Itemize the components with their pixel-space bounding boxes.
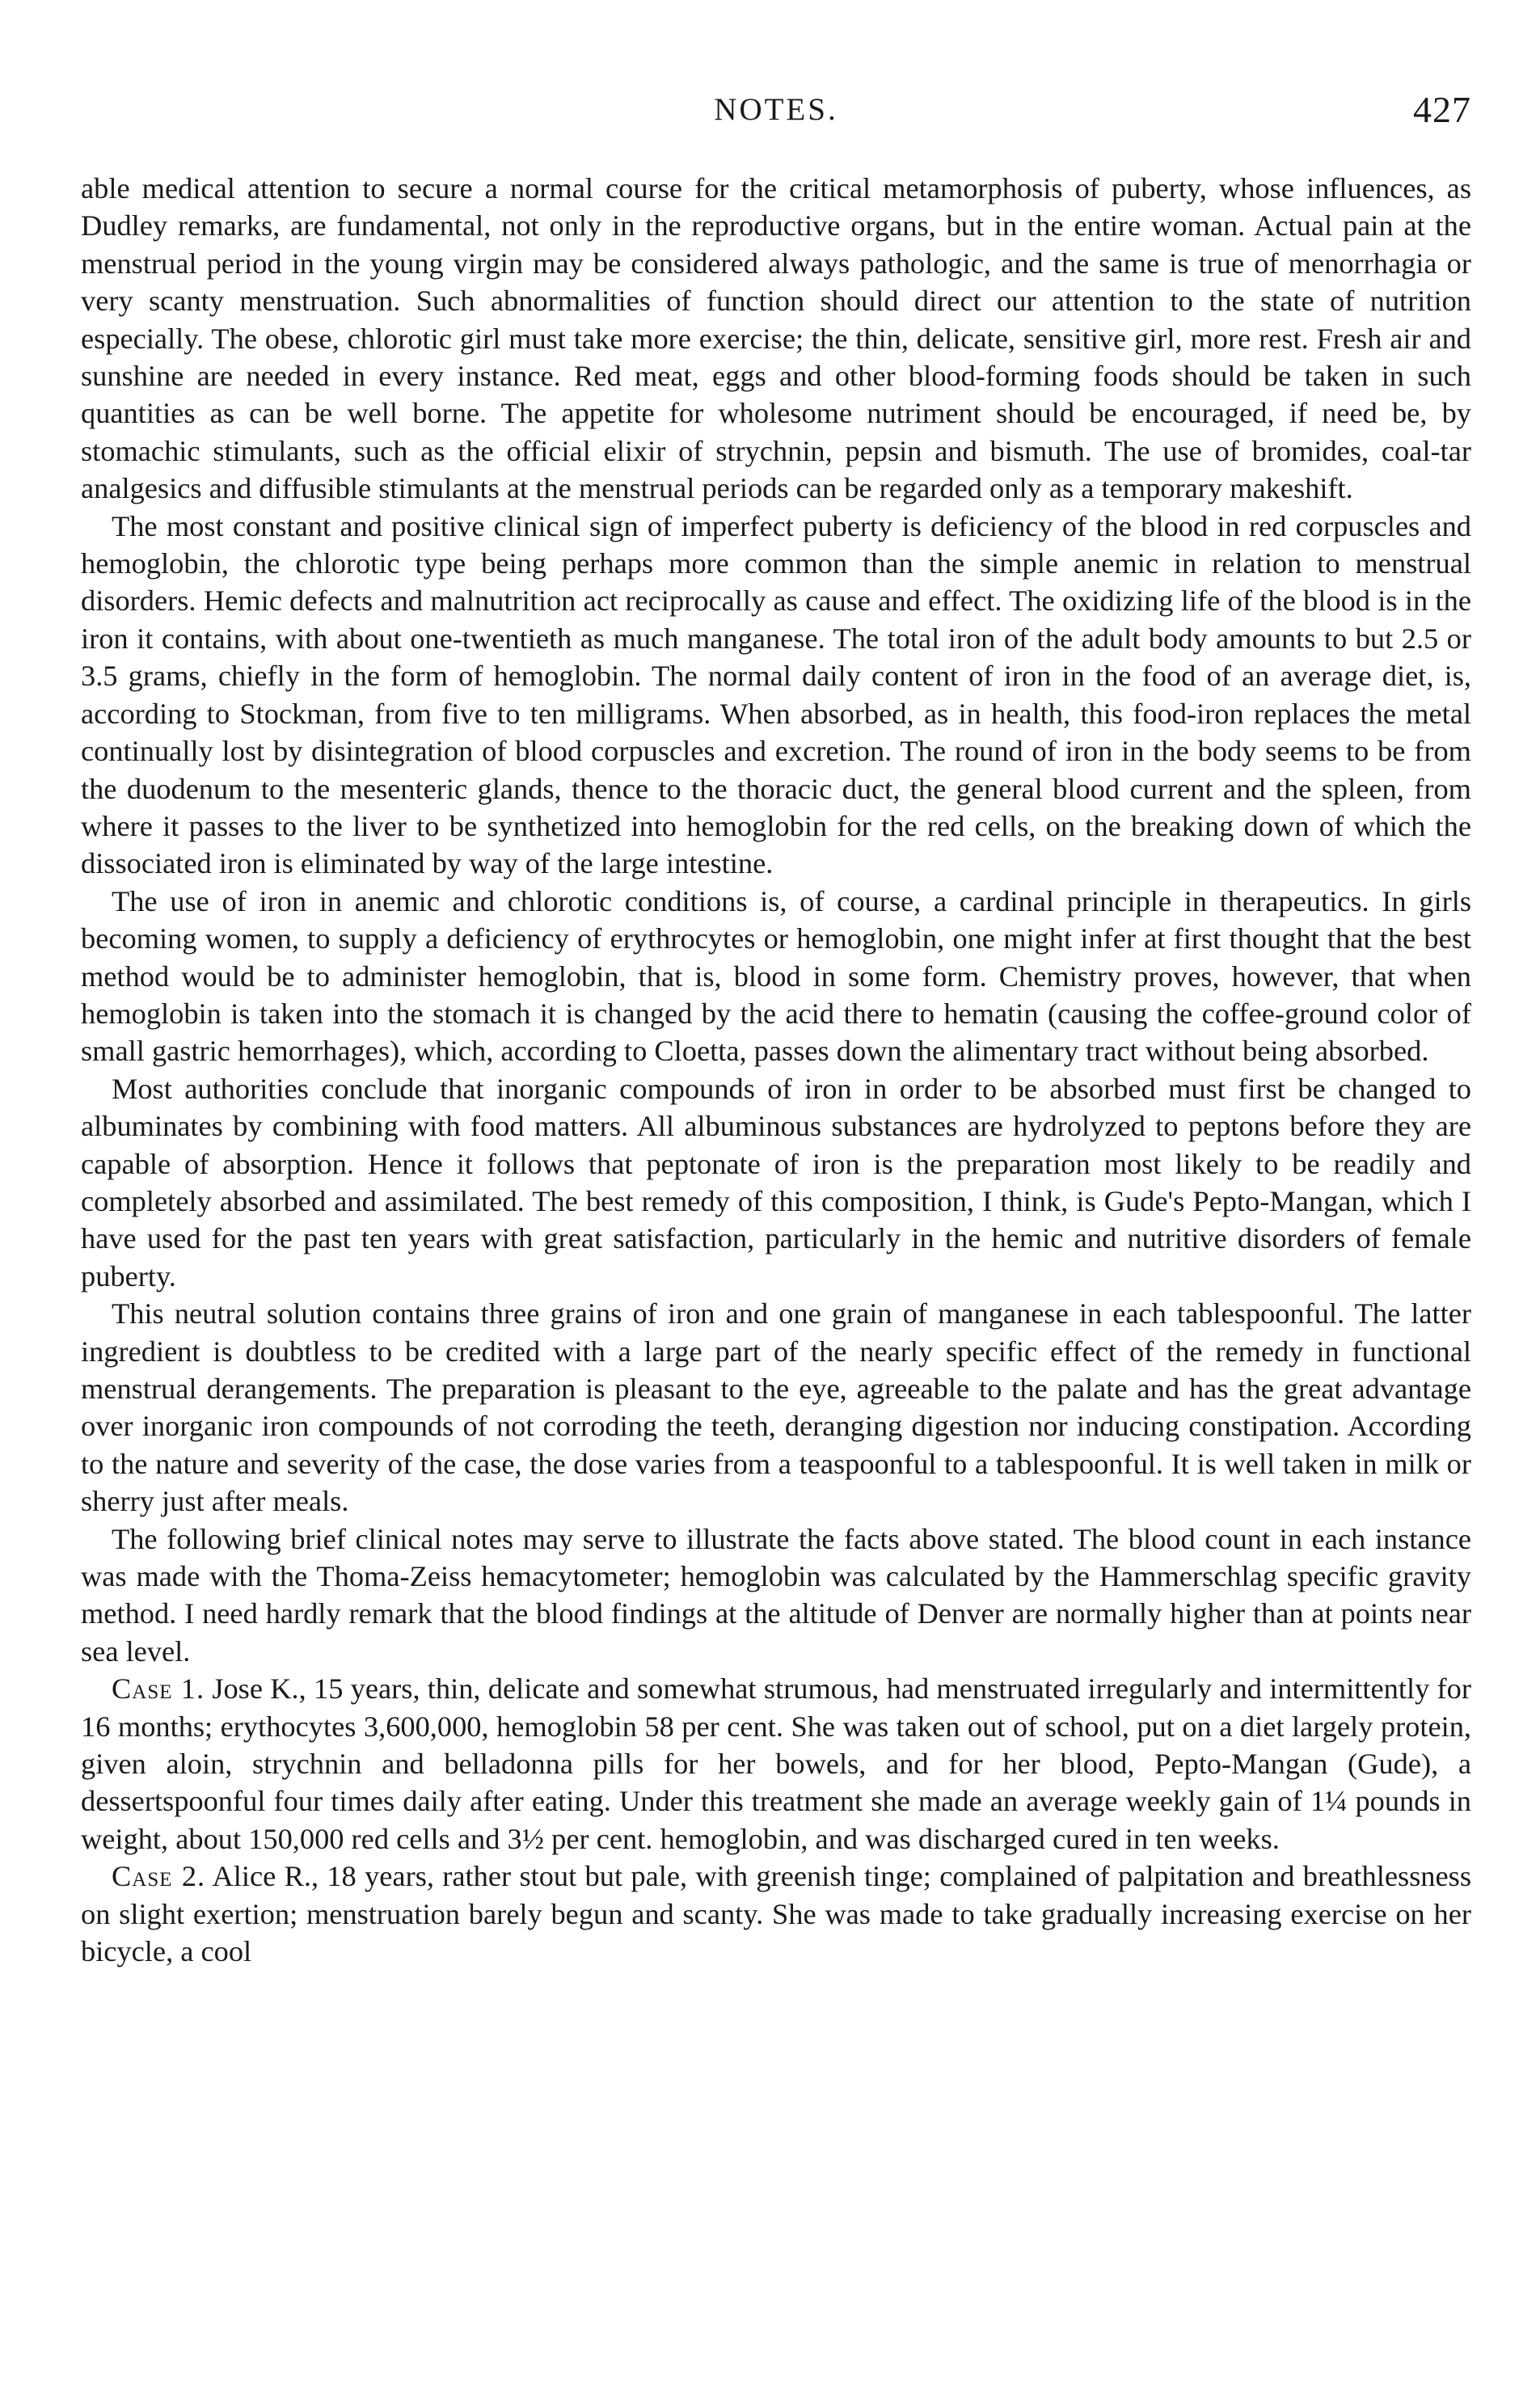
paragraph-text: Jose K., 15 years, thin, delicate and somewhat strumous, had menstruated irregularly and intermittently for 16 months; erythocytes 3,600,000, hemoglobin 58 per cent. She was taken out of school, put on a diet largely protein, given aloin, strychnin and belladonna pills for her bowels, and for her blood, Pepto-Mangan (Gude), a dessertspoonful four times daily after eating. Under this treatment she made an average weekly gain of 1¼ pounds in weight, about 150,000 red cells and 3½ per cent. hemoglobin, and was discharged cured in ten weeks. bbox=[81, 1672, 1471, 1855]
running-head bbox=[81, 86, 1471, 134]
paragraph-text: able medical attention to secure a normal course for the critical metamorphosis of puberty, whose influences, as Dudley remarks, are fundamental, not only in the reproductive organs, but in the entire woman. Actual pain at the menstrual period in the young virgin may be considered always pathologic, and the same is true of menorrhagia or very scanty menstruation. Such abnormalities of function should direct our attention to the state of nutrition especially. The obese, chlorotic girl must take more exercise; the thin, delicate, sensitive girl, more rest. Fresh air and sunshine are needed in every instance. Red meat, eggs and other blood-forming foods should be taken in such quantities as can be well borne. The appetite for wholesome nutriment should be encouraged, if need be, by stomachic stimulants, such as the official elixir of strychnin, pepsin and bismuth. The use of bromides, coal-tar analgesics and diffusible stimulants at the menstrual periods can be regarded only as a temporary makeshift. bbox=[81, 172, 1471, 505]
paragraph-text: Most authorities conclude that inorganic compounds of iron in order to be absorbed must first be changed to albuminates by combining with food matters. All albuminous substances are hydrolyzed to peptons before they are capable of absorption. Hence it follows that peptonate of iron is the preparation most likely to be readily and completely absorbed and assimilated. The best remedy of this composition, I think, is Gude's Pepto-Mangan, which I have used for the past ten years with great satisfaction, particularly in the hemic and nutritive disorders of female puberty. bbox=[81, 1072, 1471, 1293]
running-title: NOTES. bbox=[714, 92, 838, 127]
paragraph-text: The most constant and positive clinical sign of imperfect puberty is deficiency of the blood in red corpuscles and hemoglobin, the chlorotic type being perhaps more common than the simple anemic in relation to menstrual disorders. Hemic defects and malnutrition act reciprocally as cause and effect. The oxidizing life of the blood is in the iron it contains, with about one-twentieth as much manganese. The total iron of the adult body amounts to but 2.5 or 3.5 grams, chiefly in the form of hemoglobin. The normal daily content of iron in the food of an average diet, is, according to Stockman, from five to ten milligrams. When absorbed, as in health, this food-iron replaces the metal continually lost by disintegration of blood corpuscles and excretion. The round of iron in the body seems to be from the duodenum to the mesenteric glands, thence to the thoracic duct, the general blood current and the spleen, from where it passes to the liver to be synthetized into hemoglobin for the red cells, on the breaking down of which the dissociated iron is eliminated by way of the large intestine. bbox=[81, 509, 1471, 880]
paragraph-neutral-solution bbox=[81, 1295, 1471, 1520]
paragraph-continuation bbox=[81, 170, 1471, 508]
page-number: 427 bbox=[1413, 89, 1471, 130]
paragraph-case-1 bbox=[81, 1670, 1471, 1858]
paragraph-case-2 bbox=[81, 1858, 1471, 1970]
paragraph-text: The use of iron in anemic and chlorotic conditions is, of course, a cardinal principle in therapeutics. In girls becoming women, to supply a deficiency of erythrocytes or hemoglobin, one might infer at first thought that the best method would be to administer hemoglobin, that is, blood in some form. Chemistry proves, however, that when hemoglobin is taken into the stomach it is changed by the acid there to hematin (causing the coffee-ground color of small gastric hemorrhages), which, according to Cloetta, passes down the alimentary tract without being absorbed. bbox=[81, 884, 1471, 1068]
paragraph-text: The following brief clinical notes may serve to illustrate the facts above stated. The blood count in each instance was made with the Thoma-Zeiss hemacytometer; hemoglobin was calculated by the Hammerschlag specific gravity method. I need hardly remark that the blood findings at the altitude of Denver are normally higher than at points near sea level. bbox=[81, 1522, 1471, 1668]
paragraph-iron-therapeutics bbox=[81, 883, 1471, 1070]
case-label: Case 1. bbox=[112, 1672, 205, 1706]
paragraph-clinical-notes bbox=[81, 1520, 1471, 1671]
case-label: Case 2. bbox=[112, 1860, 206, 1893]
paragraph-absorption bbox=[81, 1070, 1471, 1295]
paragraph-text: This neutral solution contains three grains of iron and one grain of manganese in each tablespoonful. The latter ingredient is doubtless to be credited with a large part of the nearly specific effect of the remedy in functional menstrual derangements. The preparation is pleasant to the eye, agreeable to the palate and has the great advantage over inorganic iron compounds of not corroding the teeth, deranging digestion nor inducing constipation. According to the nature and severity of the case, the dose varies from a teaspoonful to a tablespoonful. It is well taken in milk or sherry just after meals. bbox=[81, 1297, 1471, 1518]
paragraph-blood-deficiency bbox=[81, 508, 1471, 883]
body-text bbox=[81, 170, 1471, 1971]
paragraph-text: Alice R., 18 years, rather stout but pale, with greenish tinge; complained of palpitation and breathlessness on slight exertion; menstruation barely begun and scanty. She was made to take gradually increasing exercise on her bicycle, a cool bbox=[81, 1860, 1471, 1968]
